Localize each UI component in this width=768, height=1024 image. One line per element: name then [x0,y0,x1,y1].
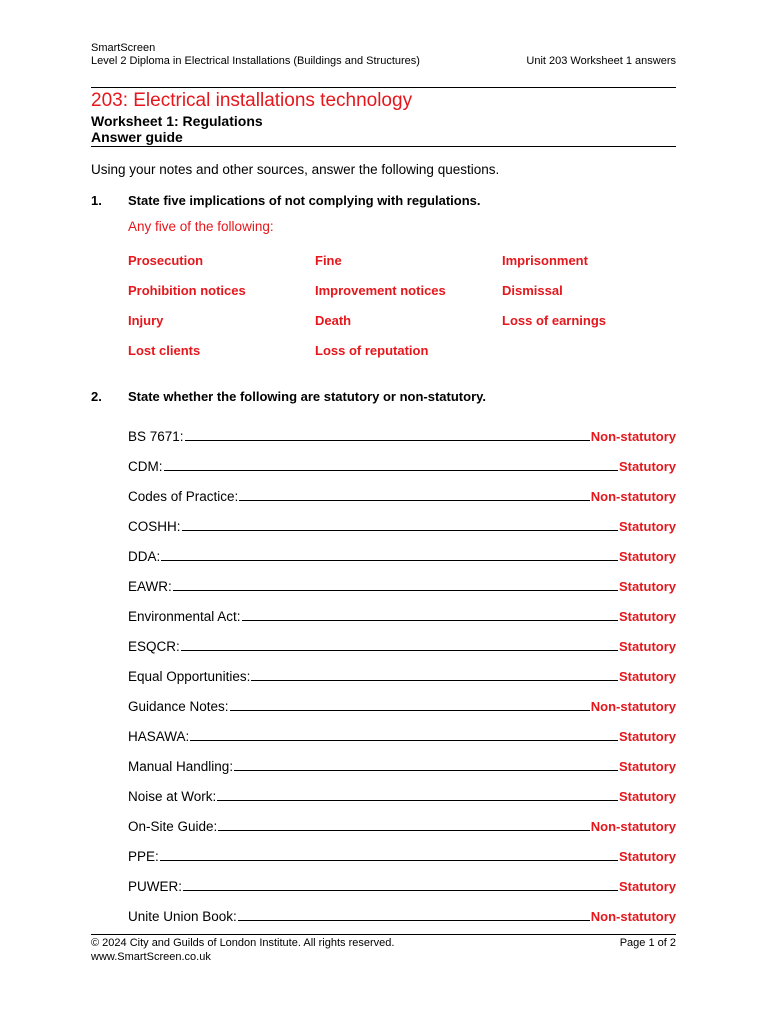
regulation-label: Environmental Act: [128,609,241,624]
regulation-label: ESQCR: [128,639,180,654]
regulation-row [128,666,676,684]
page-title: 203: Electrical installations technology [91,90,413,111]
regulation-answer: Non-statutory [590,429,676,444]
regulation-answer: Statutory [618,609,676,624]
answer-line [251,680,618,681]
footer-copyright: © 2024 City and Guilds of London Institute. All rights reserved. [91,937,395,949]
answer-item: Improvement notices [315,283,446,298]
regulation-label: HASAWA: [128,729,190,744]
answer-line [218,830,589,831]
answer-item: Injury [128,313,164,328]
regulation-label: CDM: [128,459,163,474]
regulation-row [128,516,676,534]
answer-line [190,740,618,741]
page-footer [91,936,676,964]
answer-line [234,770,618,771]
answer-item: Imprisonment [502,253,588,268]
regulation-answer: Statutory [618,639,676,654]
regulation-answer: Non-statutory [590,819,676,834]
answer-line [242,620,618,621]
answer-line [164,470,618,471]
answer-item: Dismissal [502,283,563,298]
worksheet-subtitle: Worksheet 1: Regulations [91,113,263,129]
answer-line [217,800,618,801]
regulation-answer: Statutory [618,459,676,474]
regulation-row [128,576,676,594]
answer-line [161,560,618,561]
answer-item: Prohibition notices [128,283,246,298]
answer-item: Loss of reputation [315,343,429,358]
regulation-label: Unite Union Book: [128,909,237,924]
regulation-label: Manual Handling: [128,759,234,774]
answer-line [183,890,618,891]
regulation-answer: Statutory [618,759,676,774]
regulation-answer: Non-statutory [590,909,676,924]
answer-line [181,650,618,651]
regulation-answer: Statutory [618,519,676,534]
regulation-answer: Statutory [618,789,676,804]
answer-line [173,590,618,591]
regulation-answer: Statutory [618,849,676,864]
regulation-row [128,756,676,774]
header-course: Level 2 Diploma in Electrical Installations (Buildings and Structures) [91,55,420,67]
answer-line [160,860,618,861]
answer-line [185,440,590,441]
regulation-row [128,606,676,624]
question-number: 2. [91,389,102,404]
regulation-answer: Statutory [618,669,676,684]
answer-line [239,500,589,501]
regulation-answer: Non-statutory [590,489,676,504]
header-org: SmartScreen [91,42,156,54]
regulation-answer: Statutory [618,879,676,894]
question-1-instruction: Any five of the following: [128,219,274,234]
regulation-label: PUWER: [128,879,182,894]
question-text: State five implications of not complying with regulations. [128,193,481,208]
regulation-row [128,696,676,714]
question-text: State whether the following are statutory or non-statutory. [128,389,487,404]
regulation-row [128,486,676,504]
regulation-row [128,636,676,654]
regulation-label: Equal Opportunities: [128,669,251,684]
regulation-label: EAWR: [128,579,172,594]
regulation-label: Guidance Notes: [128,699,229,714]
footer-divider [91,934,676,935]
answer-guide-subtitle: Answer guide [91,129,183,145]
page-header [91,42,676,68]
regulation-row [128,786,676,804]
answer-item: Prosecution [128,253,204,268]
worksheet-page [91,0,676,1024]
intro-text: Using your notes and other sources, answer the following questions. [91,162,500,177]
regulation-label: DDA: [128,549,161,564]
answer-item: Death [315,313,352,328]
footer-website: www.SmartScreen.co.uk [91,951,211,963]
answer-item: Fine [315,253,342,268]
regulation-row [128,546,676,564]
question-number: 1. [91,193,102,208]
regulation-answer: Statutory [618,729,676,744]
answer-line [230,710,590,711]
regulation-row [128,876,676,894]
regulation-row [128,426,676,444]
regulation-row [128,846,676,864]
regulation-answer: Statutory [618,549,676,564]
regulation-label: Codes of Practice: [128,489,239,504]
regulation-label: Noise at Work: [128,789,217,804]
regulation-row [128,726,676,744]
regulation-label: On-Site Guide: [128,819,218,834]
page-number: Page 1 of 2 [619,937,676,949]
regulation-row [128,816,676,834]
title-divider [91,146,676,147]
regulation-answer: Statutory [618,579,676,594]
regulation-label: PPE: [128,849,159,864]
answer-item: Loss of earnings [502,313,607,328]
answer-line [182,530,618,531]
regulation-label: COSHH: [128,519,181,534]
regulation-answer: Non-statutory [590,699,676,714]
header-unit-ref: Unit 203 Worksheet 1 answers [526,55,676,67]
regulation-label: BS 7671: [128,429,184,444]
regulation-row [128,456,676,474]
header-divider [91,87,676,88]
answer-line [238,920,590,921]
regulation-row [128,906,676,924]
answer-item: Lost clients [128,343,201,358]
